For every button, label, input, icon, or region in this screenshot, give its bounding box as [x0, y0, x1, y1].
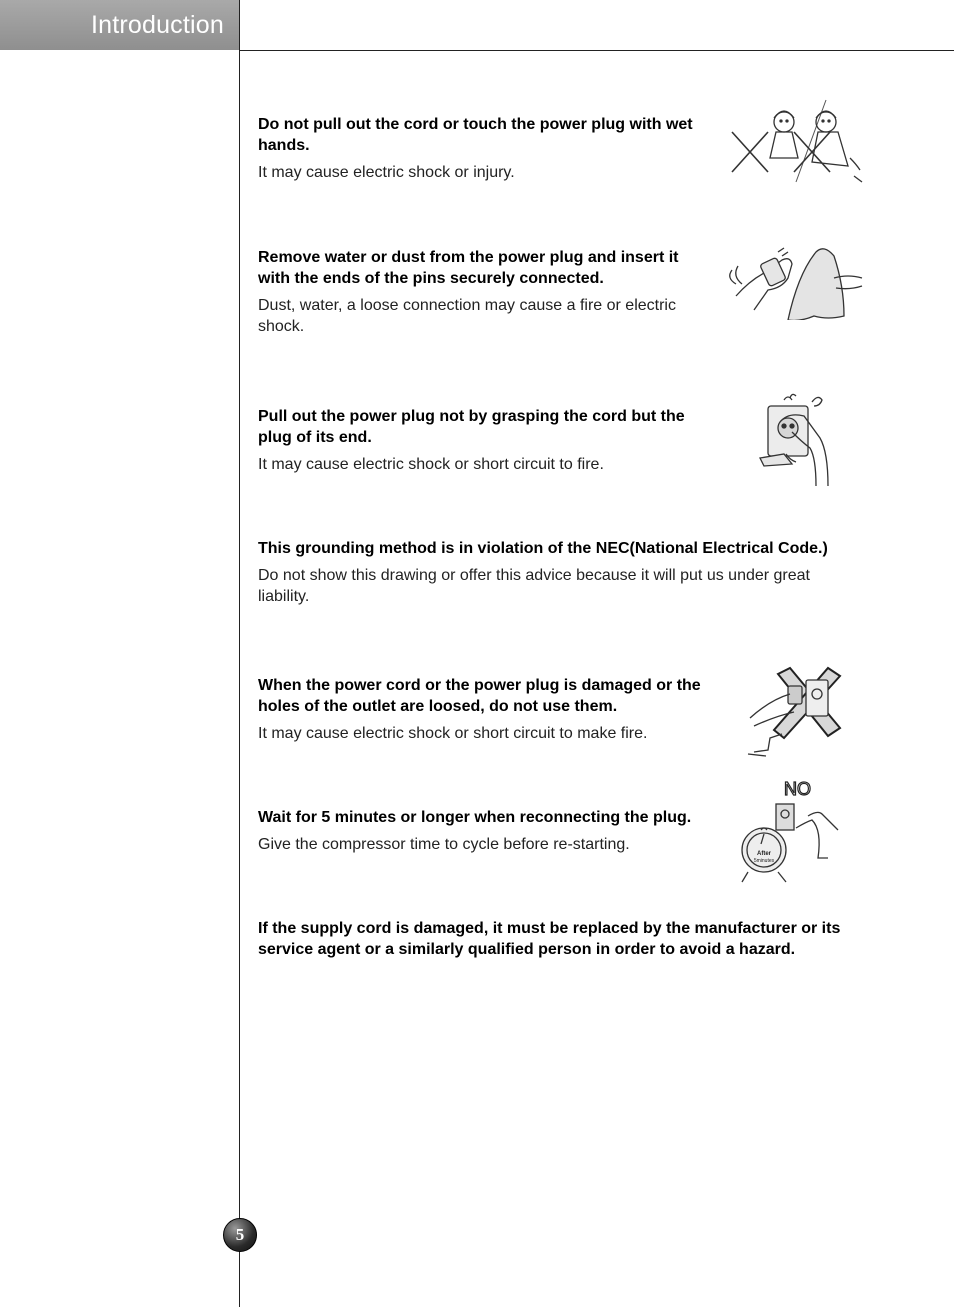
page-number-badge	[223, 1218, 257, 1252]
section-tab	[0, 0, 239, 50]
page-number: 5	[235, 1225, 245, 1244]
minutes-label: 5minutes	[753, 858, 775, 864]
clean-plug-illustration	[726, 244, 864, 320]
warning-title: If the supply cord is damaged, it must be replaced by the manufacturer or its service agent or a similarly qualified person in order to avoid a hazard.	[258, 920, 841, 958]
warning-title: Remove water or dust from the power plug and insert it with the ends of the pins securely connected.	[258, 249, 679, 287]
margin-rule	[239, 0, 240, 1307]
warning-title: Pull out the power plug not by grasping the cord but the plug of its end.	[258, 408, 685, 446]
no-label: NO	[784, 779, 811, 799]
warning-grounding	[258, 538, 858, 607]
warning-title: When the power cord or the power plug is damaged or the holes of the outlet are loosed, do not use them.	[258, 677, 701, 715]
wait-clock-illustration	[734, 776, 846, 888]
warning-body: Do not show this drawing or offer this advice because it will put us under great liability.	[258, 567, 810, 605]
warning-grasp-plug	[258, 406, 708, 475]
warning-title: This grounding method is in violation of the NEC(National Electrical Code.)	[258, 540, 828, 557]
warning-clean-plug	[258, 247, 708, 337]
warning-body: It may cause electric shock or injury.	[258, 164, 515, 181]
after-label: After	[756, 851, 772, 857]
warning-wait-5-minutes	[258, 807, 718, 855]
warning-body: It may cause electric shock or short circuit to fire.	[258, 456, 604, 473]
warning-damaged-cord	[258, 675, 708, 744]
grasp-plug-illustration	[756, 392, 840, 488]
header-rule	[239, 50, 954, 51]
warning-body: Give the compressor time to cycle before re-starting.	[258, 836, 630, 853]
warning-body: It may cause electric shock or short circuit to make fire.	[258, 725, 648, 742]
warning-wet-hands	[258, 114, 718, 183]
wet-hands-plug-illustration	[726, 96, 866, 188]
warning-title: Wait for 5 minutes or longer when reconnecting the plug.	[258, 809, 692, 826]
section-title: Introduction	[90, 11, 224, 39]
warning-body: Dust, water, a loose connection may cause a fire or electric shock.	[258, 297, 676, 335]
warning-title: Do not pull out the cord or touch the power plug with wet hands.	[258, 116, 693, 154]
damaged-outlet-illustration	[744, 664, 848, 758]
warning-supply-cord	[258, 918, 868, 960]
